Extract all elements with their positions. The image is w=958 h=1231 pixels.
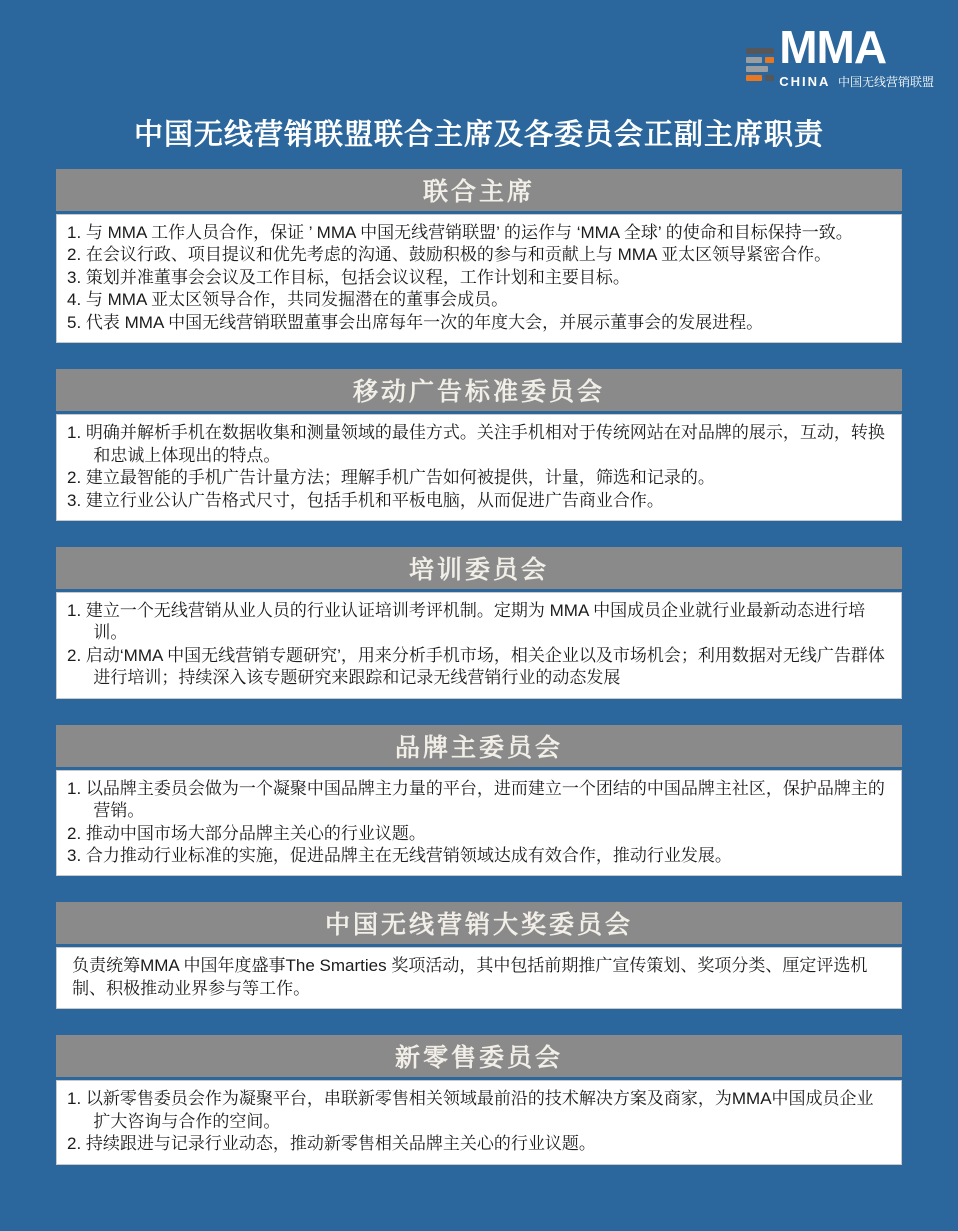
section-body	[56, 770, 902, 877]
section-new-retail	[56, 1035, 902, 1164]
section-header	[56, 1035, 902, 1077]
logo-text	[779, 21, 934, 90]
section-joint-chairman	[56, 169, 902, 343]
mma-china-logo	[746, 21, 934, 90]
duty-item: 1. 明确并解析手机在数据收集和测量领域的最佳方式。关注手机相对于传统网站在对品牌的展示，互动，转换和忠诚上体现出的特点。	[67, 423, 885, 465]
section-title: 移动广告标准委员会	[352, 378, 605, 407]
duty-item: 3. 建立行业公认广告格式尺寸，包括手机和平板电脑，从而促进广告商业合作。	[67, 490, 664, 510]
section-training	[56, 547, 902, 699]
section-body	[56, 1080, 902, 1164]
section-header	[56, 725, 902, 767]
section-header	[56, 902, 902, 944]
section-header	[56, 547, 902, 589]
section-title: 培训委员会	[408, 555, 549, 584]
duty-item: 2. 推动中国市场大部分品牌主关心的行业议题。	[67, 823, 426, 843]
logo-alliance-name: 中国无线营销联盟	[837, 74, 934, 89]
logo-subtitle	[779, 73, 934, 90]
section-header	[56, 369, 902, 411]
duty-item: 2. 在会议行政、项目提议和优先考虑的沟通、鼓励积极的参与和贡献上与 MMA 亚太区领导紧密合作。	[67, 245, 832, 265]
section-title: 新零售委员会	[394, 1044, 563, 1073]
section-brand-owners	[56, 725, 902, 877]
page-title: 中国无线营销联盟联合主席及各委员会正副主席职责	[133, 119, 824, 151]
duty-item: 1. 以品牌主委员会做为一个凝聚中国品牌主力量的平台，进而建立一个团结的中国品牌主社区，保护品牌主的营销。	[67, 778, 885, 821]
duty-item: 2. 启动‘MMA 中国无线营销专题研究’，用来分析手机市场，相关企业以及市场机会；利用数据对无线广告群体进行培训；持续深入该专题研究来跟踪和记录无线营销行业的动态发展	[67, 645, 885, 688]
section-body	[56, 214, 902, 343]
equalizer-bars-icon	[746, 48, 774, 81]
duty-item: 4. 与 MMA 亚太区领导合作，共同发掘潜在的董事会成员。	[67, 290, 509, 310]
section-mobile-ad-standards	[56, 369, 902, 521]
section-title: 中国无线营销大奖委员会	[324, 911, 633, 940]
section-header	[56, 169, 902, 211]
duty-item: 1. 建立一个无线营销从业人员的行业认证培训考评机制。定期为 MMA 中国成员企业就行业最新动态进行培训。	[67, 600, 866, 643]
duty-item: 2. 持续跟进与记录行业动态，推动新零售相关品牌主关心的行业议题。	[67, 1134, 596, 1154]
logo-wordmark: MMA	[779, 21, 887, 73]
section-body	[56, 414, 902, 521]
section-body	[56, 947, 902, 1009]
duty-item: 1. 以新零售委员会作为凝聚平台，串联新零售相关领域最前沿的技术解决方案及商家，为MMA中国成员企业扩大咨询与合作的空间。	[67, 1089, 874, 1131]
logo-country: CHINA	[779, 73, 831, 89]
section-title: 联合主席	[422, 178, 535, 206]
duty-item: 2. 建立最智能的手机广告计量方法；理解手机广告如何被提供，计量，筛选和记录的。	[67, 468, 715, 488]
section-body	[56, 592, 902, 699]
duty-item: 3. 策划并准董事会会议及工作目标，包括会议议程，工作计划和主要目标。	[67, 267, 630, 287]
duty-item: 3. 合力推动行业标准的实施，促进品牌主在无线营销领域达成有效合作，推动行业发展。	[67, 846, 732, 865]
section-title: 品牌主委员会	[394, 733, 563, 762]
duty-item: 5. 代表 MMA 中国无线营销联盟董事会出席每年一次的年度大会，并展示董事会的发展进程。	[67, 312, 764, 332]
duty-item: 1. 与 MMA 工作人员合作，保证 ’ MMA 中国无线营销联盟’ 的运作与 ‘MMA 全球’ 的使命和目标保持一致。	[67, 223, 853, 242]
section-awards	[56, 902, 902, 1009]
duty-item: 负责统筹MMA 中国年度盛事The Smarties 奖项活动，其中包括前期推广宣传策划、奖项分类、厘定评选机制、积极推动业界参与等工作。	[72, 956, 868, 998]
sections-container	[56, 169, 902, 1165]
